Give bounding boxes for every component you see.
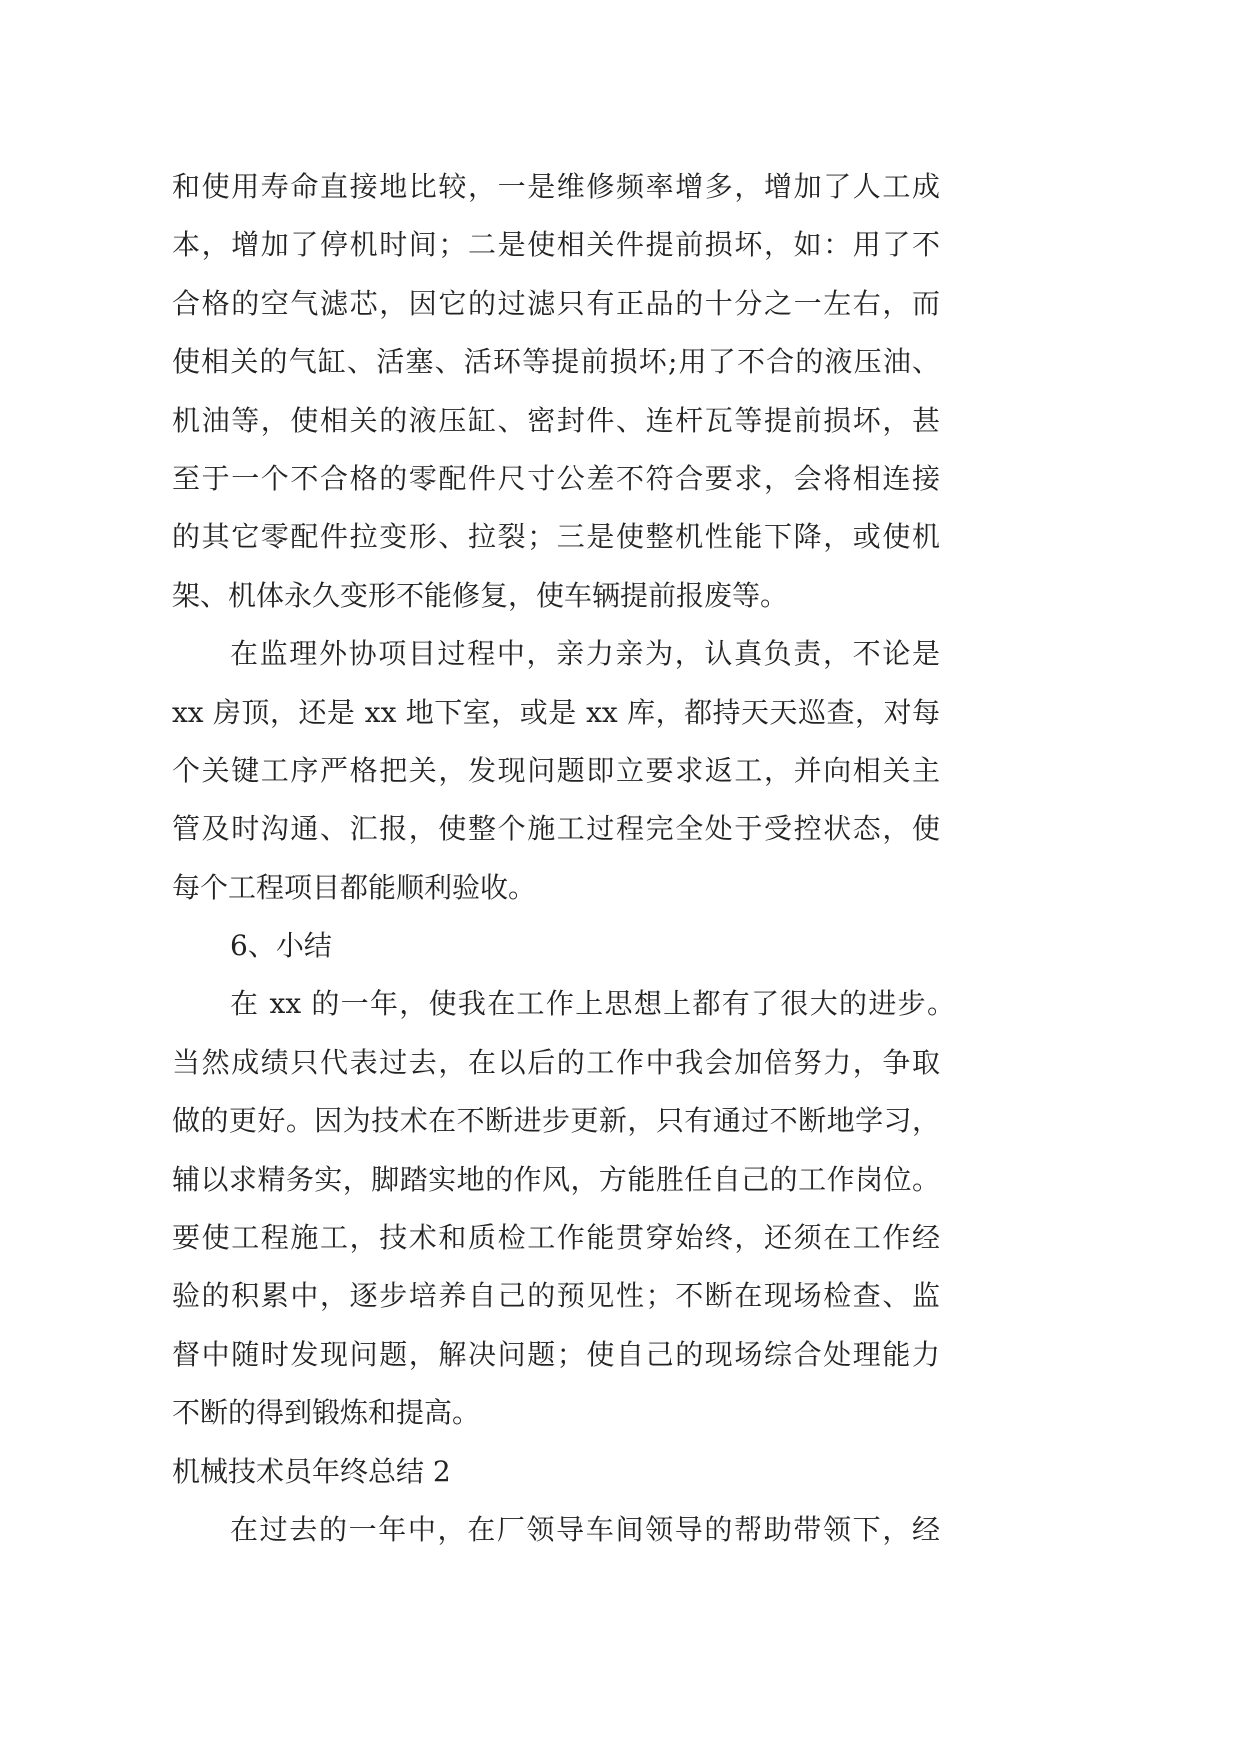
text-line: 当然成绩只代表过去，在以后的工作中我会加倍努力，争取 xyxy=(172,1045,940,1079)
text-line: 至于一个不合格的零配件尺寸公差不符合要求，会将相连接 xyxy=(172,461,940,495)
text-line: 要使工程施工，技术和质检工作能贯穿始终，还须在工作经 xyxy=(172,1221,940,1255)
text-line: 每个工程项目都能顺利验收。 xyxy=(172,870,537,904)
text-line: 本，增加了停机时间；二是使相关件提前损坏，如：用了不 xyxy=(172,228,940,262)
text-line: 在监理外协项目过程中，亲力亲为，认真负责，不论是 xyxy=(230,637,940,671)
text-line: 不断的得到锻炼和提高。 xyxy=(172,1396,481,1430)
paragraph xyxy=(172,1501,940,1559)
text-line: 做的更好。因为技术在不断进步更新，只有通过不断地学习， xyxy=(172,1104,940,1138)
text-line: 个关键工序严格把关，发现问题即立要求返工，并向相关主 xyxy=(172,753,940,787)
text-line: 的其它零配件拉变形、拉裂；三是使整机性能下降，或使机 xyxy=(172,520,940,554)
paragraph xyxy=(172,975,955,1442)
text-line: 在过去的一年中，在厂领导车间领导的帮助带领下，经 xyxy=(230,1512,940,1546)
subheading: 6、小结 xyxy=(230,929,332,963)
text-line: 使相关的气缸、活塞、活环等提前损坏;用了不合的液压油、 xyxy=(172,345,940,379)
text-line: xx 房顶，还是 xx 地下室，或是 xx 库，都持天天巡查，对每 xyxy=(172,695,940,729)
paragraph xyxy=(172,625,940,917)
document-body xyxy=(172,158,955,1559)
text-line: 在 xx 的一年，使我在工作上思想上都有了很大的进步。 xyxy=(230,987,955,1021)
text-line: 机油等，使相关的液压缸、密封件、连杆瓦等提前损坏，甚 xyxy=(172,403,940,437)
text-line: 管及时沟通、汇报，使整个施工过程完全处于受控状态，使 xyxy=(172,812,940,846)
text-line: 辅以求精务实，脚踏实地的作风，方能胜任自己的工作岗位。 xyxy=(172,1162,940,1196)
section-title: 机械技术员年终总结 2 xyxy=(172,1454,451,1488)
text-line: 和使用寿命直接地比较，一是维修频率增多，增加了人工成 xyxy=(172,170,940,203)
paragraph xyxy=(172,158,940,625)
text-line: 验的积累中，逐步培养自己的预见性；不断在现场检查、监 xyxy=(172,1279,940,1313)
text-line: 架、机体永久变形不能修复，使车辆提前报废等。 xyxy=(172,578,789,612)
text-line: 合格的空气滤芯，因它的过滤只有正品的十分之一左右，而 xyxy=(172,286,940,320)
text-line: 督中随时发现问题，解决问题；使自己的现场综合处理能力 xyxy=(172,1337,940,1371)
